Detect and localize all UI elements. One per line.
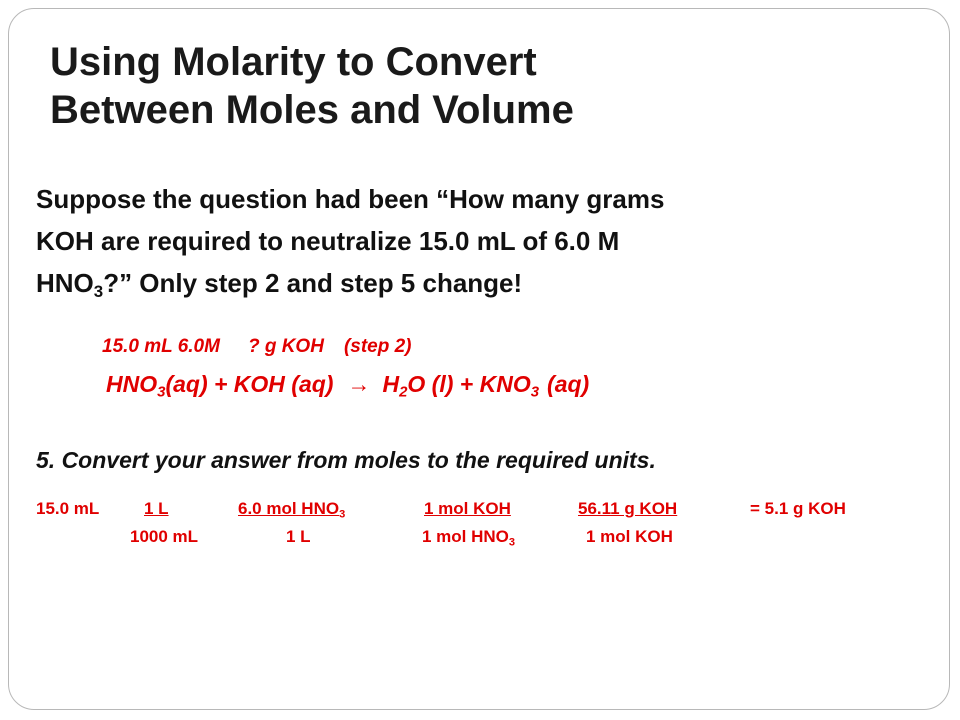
factor-2-denominator: 1 L xyxy=(286,527,311,546)
question-line-1: Suppose the question had been “How many grams xyxy=(36,184,665,214)
slide-title xyxy=(50,38,574,134)
equation-labels xyxy=(102,334,412,360)
factor-2-numerator xyxy=(238,498,345,520)
question-line-3-rest: ?” Only step 2 and step 5 change! xyxy=(103,268,523,298)
eq-h: H xyxy=(382,371,400,397)
title-line-2: Between Moles and Volume xyxy=(50,88,574,132)
conversion-result: = 5.1 g KOH xyxy=(750,499,846,518)
label-given: 15.0 mL 6.0M xyxy=(102,336,220,357)
eq-aq: (aq) xyxy=(547,371,590,397)
reaction-arrow-icon: → xyxy=(347,371,371,397)
chemical-equation xyxy=(106,368,589,400)
factor-3-denominator xyxy=(422,526,515,548)
eq-sub-3b: 3 xyxy=(530,383,540,401)
eq-hno3: HNO xyxy=(106,371,158,397)
step-5-heading: 5. Convert your answer from moles to the required units. xyxy=(36,447,656,473)
label-unknown: ? g KOH xyxy=(247,336,324,357)
question-formula: HNO xyxy=(36,268,94,298)
question-line-2: KOH are required to neutralize 15.0 mL of 6.0 M xyxy=(36,226,620,256)
conversion-start: 15.0 mL xyxy=(36,499,100,518)
eq-sub-2: 2 xyxy=(399,383,408,401)
factor-2-num-sub: 3 xyxy=(339,508,346,521)
factor-3-den-text: 1 mol HNO xyxy=(422,527,509,546)
factor-4-denominator: 1 mol KOH xyxy=(586,527,673,546)
factor-4-numerator: 56.11 g KOH xyxy=(578,499,678,518)
factor-1-numerator: 1 L xyxy=(144,499,169,518)
factor-2-num-text: 6.0 mol HNO xyxy=(238,499,340,518)
question-line-3 xyxy=(36,262,664,304)
eq-sub-3: 3 xyxy=(157,383,166,401)
title-line-1: Using Molarity to Convert xyxy=(50,40,537,84)
label-step: (step 2) xyxy=(343,336,412,357)
eq-products: O (l) + KNO xyxy=(407,371,531,397)
eq-reactants: (aq) + KOH (aq) xyxy=(165,371,334,397)
question-formula-subscript: 3 xyxy=(93,282,104,302)
factor-3-den-sub: 3 xyxy=(508,536,516,549)
question-text xyxy=(36,178,664,304)
factor-3-numerator: 1 mol KOH xyxy=(424,499,511,518)
factor-1-denominator: 1000 mL xyxy=(130,527,199,546)
